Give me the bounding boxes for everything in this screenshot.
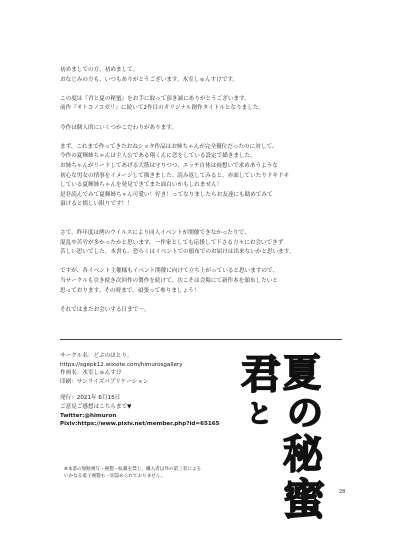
logo-char-mitsu: 蜜 bbox=[283, 475, 326, 524]
section-divider bbox=[60, 339, 342, 340]
text-line: ですが、各イベント主催様もイベント開催に向けて立ち上がっていると思いますので、 bbox=[60, 268, 279, 275]
paragraph-thanks bbox=[60, 95, 360, 114]
paragraph-next-work bbox=[60, 267, 360, 296]
text-line: している夏輝姉ちゃんを発見できてまた面白いかもしれません！ bbox=[60, 182, 223, 189]
copyright-notice bbox=[64, 466, 249, 480]
notice-line: ※本書の無断複写・複製・転載を禁じ、購入者以外の第三者による bbox=[64, 467, 202, 472]
afterword bbox=[60, 66, 360, 315]
pixiv-link[interactable]: Pixiv:https://www.pixiv.net/member.php?id=65165 bbox=[60, 421, 220, 428]
text-line: さて、昨年度は例のウイルスにより同人イベントが開催できなかったりで、 bbox=[60, 230, 250, 237]
text-line: まず、これまで作ってきたおねショタ作品はお姉ちゃんが完全優位だったのに対して、 bbox=[60, 143, 278, 150]
text-line: 苦しい思いでした。本書も、恐らくはイベントでの頒布でのお届けは出来ないかと思います。 bbox=[60, 249, 295, 256]
website-link[interactable]: https://sgepk12.wixsite.com/himurosgallery bbox=[60, 361, 183, 368]
text-line: お姉ちゃんがリードしてあげる大筋は守りつつ、エッチ自体は両想いで求めあうような bbox=[60, 162, 278, 169]
text-line: 初めましての方、初めまして。 bbox=[60, 67, 139, 73]
logo-char-no: の bbox=[287, 392, 324, 434]
text-line: 初心な男女の情事をイメージして描きました。読み返してみると、赤面していたりドキドキ bbox=[60, 172, 290, 179]
paragraph-farewell bbox=[60, 306, 360, 316]
text-line: 当サークルも引き続き次回作の製作を続けて、次こそは会場にて新作本を頒布したいと bbox=[60, 278, 278, 285]
author-name: 作画名：氷室しゅんすけ bbox=[60, 370, 122, 377]
twitter-handle[interactable]: Twitter:@himuron bbox=[60, 412, 117, 419]
title-logo bbox=[237, 350, 349, 525]
paragraph-intro bbox=[60, 124, 360, 134]
text-line: 頂けると嬉しい限りです！！ bbox=[60, 201, 133, 208]
paragraph-events bbox=[60, 229, 360, 258]
circle-name: サークル名：どぶのほとり。 bbox=[60, 353, 133, 359]
logo-char-kimi: 君 bbox=[241, 351, 281, 398]
text-line: 是非読んでみて夏輝姉ちゃん可愛い！好き！ってなりましたらお友達にも勧めてみて bbox=[60, 191, 273, 198]
printer-name: 印刷：サンライズパブリケーション bbox=[60, 378, 149, 385]
text-line: 今作の夏輝姉ちゃんは主人公である翔くんに恋をしている設定で描きました。 bbox=[60, 153, 256, 160]
logo-char-natsu: 夏 bbox=[283, 350, 322, 395]
paragraph-greeting bbox=[60, 66, 360, 85]
notice-line: いかなる電子複製も一切認められておりません。 bbox=[64, 474, 166, 480]
logo-char-to: と bbox=[247, 399, 273, 428]
text-line: 混乱や苦労が多かったかと思います。一作家としても応援して下さる方々にお会いできず bbox=[60, 239, 284, 246]
paragraph-story bbox=[60, 143, 360, 210]
text-line: この度は『君と夏の秘蜜』をお手に取って頂き誠にありがとうございます。 bbox=[60, 95, 250, 102]
issue-date: 発行：2021年 6月15日 bbox=[60, 395, 121, 402]
text-line: 前作『オトコノコガリ』に続いて2作目のオリジナル創作タイトルとなりました。 bbox=[60, 105, 265, 112]
logo-char-hi: 秘 bbox=[283, 431, 323, 478]
text-line: それではまたお会いする日まで〜。 bbox=[60, 306, 150, 313]
text-line: 思っております。その時まで、頑張って参りましょう！ bbox=[60, 287, 200, 294]
text-line: おなじみの方も、いつもありがとうございます。氷室しゅんすけです。 bbox=[60, 76, 239, 83]
page-number: 28 bbox=[339, 489, 346, 495]
text-line: 今作は個人的にいくつかこだわりがあります。 bbox=[60, 124, 178, 131]
feedback-text: ご意見ご感想はこちらまで▼ bbox=[60, 403, 132, 410]
